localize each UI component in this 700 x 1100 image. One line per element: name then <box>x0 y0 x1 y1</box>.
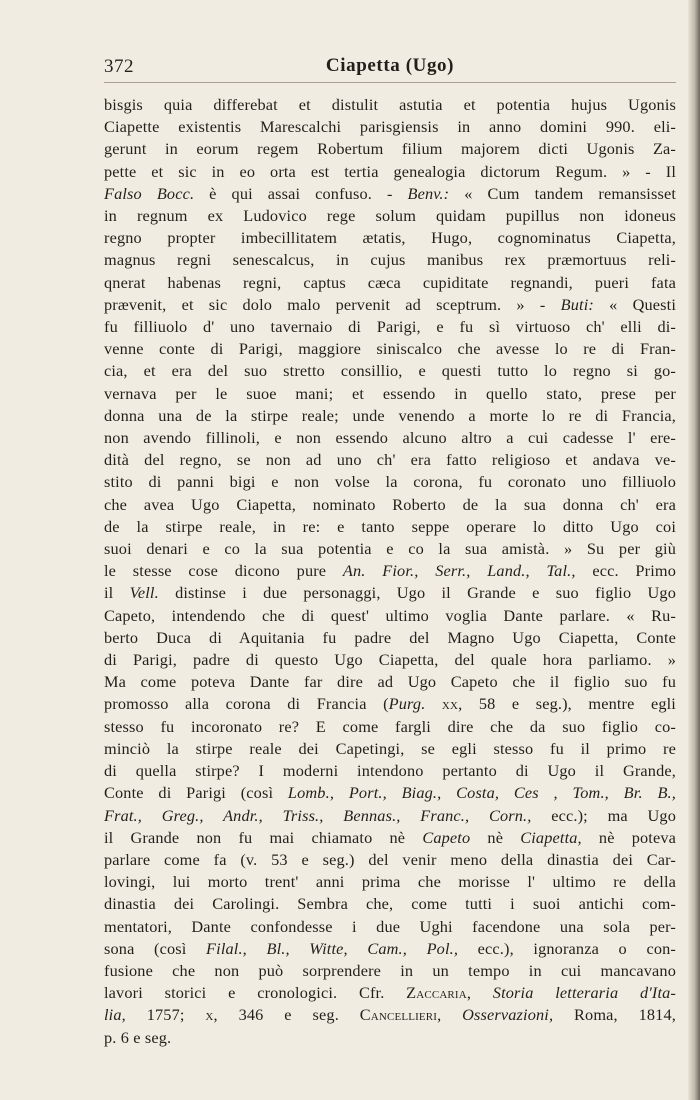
text-run: cia, et era del suo stretto consillio, e questi tutto lo regno si go- <box>104 361 676 381</box>
text-line <box>104 183 676 205</box>
text-run: prævenit, et sic dolo malo pervenit ad sceptrum. » - <box>104 294 561 314</box>
text-line <box>104 760 676 782</box>
text-run: non avendo fillinoli, e non essendo alcuno altro a cui cadesse l' ere- <box>104 428 676 448</box>
text-run: minciò la stirpe reale dei Capetingi, se egli stesso fu il primo re <box>104 738 676 758</box>
italic-citation: Storia letteraria d'Ita- <box>492 983 676 1003</box>
text-line <box>104 560 676 582</box>
text-run: nè poteva <box>581 827 676 847</box>
text-line <box>104 427 676 449</box>
text-run: di Parigi, padre di questo Ugo Ciapetta, del quale hora parliamo. » <box>104 650 676 670</box>
text-line <box>104 138 676 160</box>
text-run <box>425 694 441 713</box>
text-line <box>104 294 676 316</box>
text-line <box>104 272 676 294</box>
small-caps-text: Cancellieri <box>359 1005 438 1025</box>
text-run: vernava per le suoe mani; et essendo in quello stato, prese per <box>104 383 676 403</box>
text-run: donna una de la stirpe reale; unde venendo a morte lo re di Francia, <box>104 405 676 425</box>
text-line <box>104 871 676 893</box>
text-line <box>104 827 676 849</box>
text-line <box>104 649 676 671</box>
text-line <box>104 693 676 715</box>
text-run: mentatori, Dante confondesse i due Ughi facendone una sola per- <box>104 916 676 936</box>
text-run: qnerat habenas regni, captus cæca cupiditate regnandi, pueri fata <box>104 272 676 292</box>
italic-citation: Falso Bocc. <box>104 183 195 203</box>
text-run: in regnum ex Ludovico rege solum quidam pupillus non idoneus <box>104 206 676 226</box>
text-run: distinse i due personaggi, Ugo il Grande e suo figlio Ugo <box>158 583 676 603</box>
header-rule <box>104 82 676 83</box>
italic-citation: An. Fior., Serr., Land., Tal., <box>342 561 576 581</box>
text-run: bisgis quia differebat et distulit astutia et potentia hujus Ugonis <box>104 95 676 114</box>
text-line <box>104 227 676 249</box>
text-run: suoi denari e co la sua potentia e co la sua amistà. » Su per giù <box>104 539 676 559</box>
page-header <box>104 52 676 82</box>
text-line <box>104 383 676 405</box>
text-run: pette et sic in eo orta est tertia genealogia dictorum Regum. » - Il <box>104 161 676 181</box>
text-line <box>104 916 676 938</box>
text-run: il <box>104 583 130 603</box>
text-line <box>104 1004 676 1026</box>
text-run: , <box>437 1005 463 1025</box>
text-run: dità del regno, se non ad uno ch' era fatto religioso et andava ve- <box>104 450 676 470</box>
text-run: Conte di Parigi (così <box>104 783 288 803</box>
italic-citation: Purg. <box>388 694 426 714</box>
text-run: , <box>466 983 493 1003</box>
italic-citation: lia, <box>104 1005 126 1025</box>
text-line <box>104 960 676 982</box>
text-line <box>104 161 676 183</box>
text-line <box>104 471 676 493</box>
text-run: « Cum tandem remansisset <box>449 183 676 203</box>
text-run: , 58 e seg.), mentre egli <box>458 694 676 714</box>
text-line <box>104 605 676 627</box>
text-run: le stesse cose dicono pure <box>104 561 343 581</box>
text-run: de la stirpe reale, in re: e tanto seppe operare lo ditto Ugo coi <box>104 516 676 536</box>
italic-citation: Osservazioni, <box>462 1005 554 1025</box>
text-run: è qui assai confuso. - <box>194 183 408 203</box>
italic-citation: Vell. <box>129 583 159 603</box>
running-title: Ciapetta (Ugo) <box>325 55 455 76</box>
text-line <box>104 671 676 693</box>
text-run: gerunt in eorum regem Robertum filium majorem dicti Ugonis Za- <box>104 139 676 159</box>
text-run: p. 6 e seg. <box>104 1027 172 1047</box>
page-number: 372 <box>104 56 134 77</box>
text-run: , 346 e seg. <box>213 1005 360 1025</box>
text-run: fu filliuolo d' uno tavernaio di Parigi, e fu sì virtuoso ch' elli di- <box>104 317 676 337</box>
text-line <box>104 94 676 116</box>
text-line <box>104 516 676 538</box>
text-line <box>104 249 676 271</box>
text-run: stito di panni bigi e non volse la corona, fu coronato uno filliuolo <box>104 472 676 492</box>
page-edge-shadow <box>688 0 700 1100</box>
text-run: ecc.); ma Ugo <box>531 805 676 825</box>
text-run: regno propter imbecillitatem ætatis, Hugo, cognominatus Ciapetta, <box>104 228 676 248</box>
small-caps-text: xx <box>441 694 459 714</box>
text-line <box>104 849 676 871</box>
text-line <box>104 338 676 360</box>
text-line <box>104 982 676 1004</box>
text-line <box>104 782 676 804</box>
text-run: berto Duca di Aquitania fu padre del Magno Ugo Ciapetta, Conte <box>104 627 676 647</box>
text-run: Ciapette existentis Marescalchi parisgiensis in anno domini 990. eli- <box>104 117 676 137</box>
text-line <box>104 738 676 760</box>
text-line <box>104 205 676 227</box>
text-run: che avea Ugo Ciapetta, nominato Roberto de la sua donna ch' era <box>104 494 676 514</box>
text-run: lavori storici e cronologici. Cfr. <box>104 983 407 1003</box>
text-run: magnus regni senescalcus, in cujus manibus rex præmortuus reli- <box>104 250 676 270</box>
text-run: parlare come fa (v. 53 e seg.) del venir meno della dinastia dei Car- <box>104 849 676 869</box>
body-text <box>104 94 676 1049</box>
text-line <box>104 582 676 604</box>
text-run: lovingi, lui morto trent' anni prima che morisse l' ultimo re della <box>104 872 676 892</box>
italic-citation: Buti: <box>560 294 594 314</box>
text-run: ecc. Primo <box>575 561 676 581</box>
text-line <box>104 116 676 138</box>
italic-citation: Filal., Bl., Witte, Cam., Pol., <box>206 938 459 958</box>
italic-citation: Capeto <box>422 827 471 847</box>
italic-citation: Ciapetta, <box>520 827 582 847</box>
text-run: dinastia dei Carolingi. Sembra che, come tutti i suoi antichi com- <box>104 894 676 914</box>
text-line <box>104 405 676 427</box>
small-caps-text: x <box>205 1005 214 1025</box>
text-run: nè <box>470 827 521 847</box>
text-run: promosso alla corona di Francia ( <box>104 694 389 714</box>
text-run: Capeto, intendendo che di quest' ultimo voglia Dante parlare. « Ru- <box>104 605 676 625</box>
text-line <box>104 893 676 915</box>
text-line <box>104 316 676 338</box>
text-line <box>104 360 676 382</box>
text-line <box>104 805 676 827</box>
small-caps-text: Zaccaria <box>406 983 467 1003</box>
text-line <box>104 538 676 560</box>
text-line <box>104 1027 676 1049</box>
text-line <box>104 938 676 960</box>
text-line <box>104 494 676 516</box>
text-run: 1757; <box>125 1005 206 1025</box>
italic-citation: Benv.: <box>407 183 450 203</box>
italic-citation: Frat., Greg., Andr., Triss., Bennas., Franc., Corn., <box>104 805 532 825</box>
text-run: venne conte di Parigi, maggiore siniscalco che avesse lo re di Fran- <box>104 339 676 359</box>
text-run: di quella stirpe? I moderni intendono pertanto di Ugo il Grande, <box>104 761 676 781</box>
text-run: fusione che non può sorprendere in un tempo in cui mancavano <box>104 960 676 980</box>
text-run: « Questi <box>593 294 676 314</box>
text-line <box>104 449 676 471</box>
text-run: ecc.), ignoranza o con- <box>458 938 676 958</box>
text-run: sona (così <box>104 938 207 958</box>
text-run: Roma, 1814, <box>553 1005 676 1025</box>
text-line <box>104 716 676 738</box>
text-run: stesso fu incoronato re? E come fargli dire che da suo figlio co- <box>104 716 676 736</box>
text-run: Ma come poteva Dante far dire ad Ugo Capeto che il figlio suo fu <box>104 672 676 692</box>
text-line <box>104 627 676 649</box>
text-run: il Grande non fu mai chiamato nè <box>104 827 423 847</box>
italic-citation: Lomb., Port., Biag., Costa, Ces , Tom., Br. B., <box>287 783 676 803</box>
